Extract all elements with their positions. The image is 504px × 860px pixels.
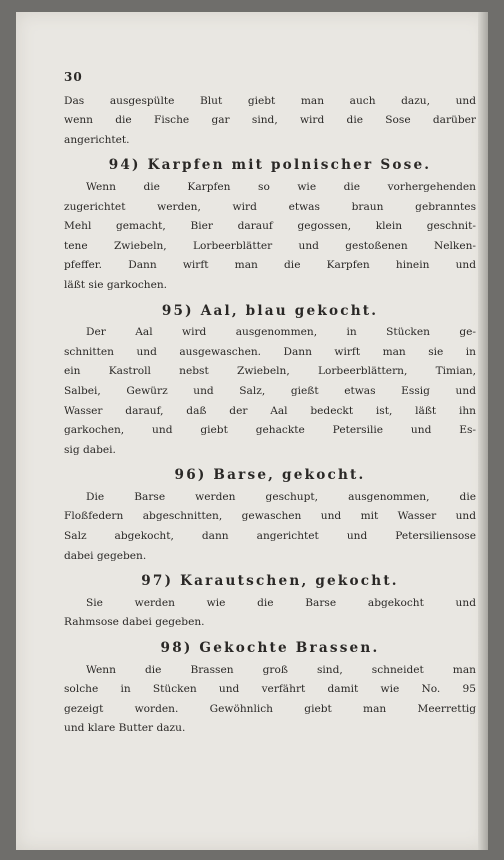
text-line: tene Zwiebeln, Lorbeerblätter und gestoßenen Nelken-	[64, 239, 476, 252]
text-line: garkochen, und giebt gehackte Petersilie und Es-	[64, 424, 476, 437]
text-line: Wenn die Karpfen so wie die vorhergehenden	[86, 180, 476, 193]
text-line: angerichtet.	[64, 133, 130, 146]
text-line: Rahmsose dabei gegeben.	[64, 616, 205, 629]
text-block	[64, 68, 476, 739]
text-line: solche in Stücken und verfährt damit wie No. 95	[64, 683, 476, 696]
text-line: Wenn die Brassen groß sind, schneidet man	[86, 663, 476, 676]
recipe-text-96	[64, 488, 476, 566]
book-page	[16, 12, 488, 850]
recipe-heading-95: 95) Aal, blau gekocht.	[161, 302, 379, 319]
text-line: zugerichtet werden, wird etwas braun gebranntes	[64, 200, 476, 213]
text-line: schnitten und ausgewaschen. Dann wirft man sie in	[64, 345, 476, 358]
recipe-text-95	[64, 323, 476, 460]
text-line: Die Barse werden geschupt, ausgenommen, die	[86, 490, 476, 503]
text-line: dabei gegeben.	[64, 549, 147, 562]
page-number: 30	[64, 70, 83, 84]
text-line: Salz abgekocht, dann angerichtet und Petersiliensose	[64, 530, 476, 543]
text-line: Sie werden wie die Barse abgekocht und	[86, 596, 476, 609]
recipe-heading-98: 98) Gekochte Brassen.	[160, 640, 380, 657]
recipe-heading-94: 94) Karpfen mit polnischer Sose.	[108, 157, 432, 174]
text-line: Wasser darauf, daß der Aal bedeckt ist, läßt ihn	[64, 404, 476, 417]
intro-paragraph	[64, 92, 476, 151]
text-line: ein Kastroll nebst Zwiebeln, Lorbeerblättern, Timian,	[64, 365, 476, 378]
text-line: Der Aal wird ausgenommen, in Stücken ge-	[86, 326, 476, 339]
text-line: sig dabei.	[64, 443, 116, 456]
recipe-text-97	[64, 594, 476, 633]
text-line: und klare Butter dazu.	[64, 722, 186, 735]
text-line: läßt sie garkochen.	[64, 278, 168, 291]
text-line: pfeffer. Dann wirft man die Karpfen hinein und	[64, 259, 476, 272]
recipe-text-94	[64, 178, 476, 296]
text-line: Floßfedern abgeschnitten, gewaschen und mit Wasser und	[64, 510, 476, 523]
text-line: Salbei, Gewürz und Salz, gießt etwas Essig und	[64, 384, 476, 397]
text-line: wenn die Fische gar sind, wird die Sose darüber	[64, 114, 476, 127]
page-spine-shadow	[478, 12, 488, 850]
text-line: Das ausgespülte Blut giebt man auch dazu, und	[64, 94, 476, 107]
recipe-text-98	[64, 661, 476, 739]
recipe-heading-96: 96) Barse, gekocht.	[174, 467, 366, 484]
text-line: Mehl gemacht, Bier darauf gegossen, klein geschnit-	[64, 220, 476, 233]
recipe-heading-97: 97) Karautschen, gekocht.	[141, 573, 399, 590]
text-line: gezeigt worden. Gewöhnlich giebt man Meerrettig	[64, 702, 476, 715]
